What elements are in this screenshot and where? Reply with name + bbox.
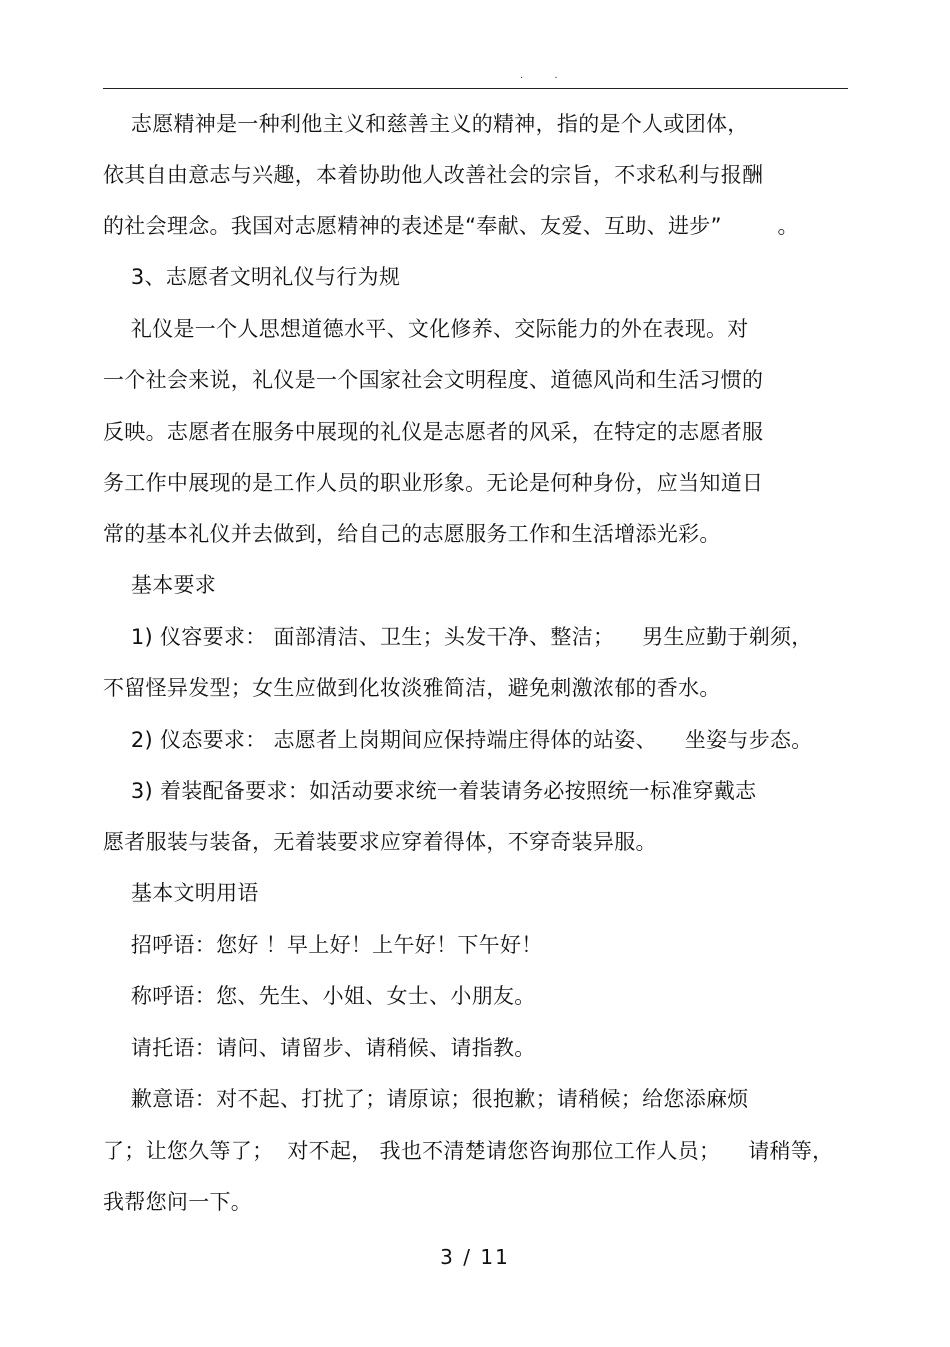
text-line: 愿者服装与装备，无着装要求应穿着得体，不穿奇装异服。 bbox=[103, 830, 657, 854]
header-divider bbox=[103, 88, 848, 89]
text-line: 称呼语：您、先生、小姐、女士、小朋友。 bbox=[103, 984, 536, 1008]
text-line: 反映。志愿者在服务中展现的礼仪是志愿者的风采，在特定的志愿者服 bbox=[103, 420, 764, 444]
section-heading: 3、志愿者文明礼仪与行为规 bbox=[103, 265, 401, 289]
text-line: 不留怪异发型；女生应做到化妆淡雅简洁，避免刺激浓郁的香水。 bbox=[103, 676, 721, 700]
text-line: 3) 着装配备要求：如活动要求统一着装请务必按照统一标准穿戴志 bbox=[103, 779, 757, 803]
subheading: 基本要求 bbox=[103, 573, 217, 597]
page-number: 3 / 11 bbox=[440, 1245, 510, 1269]
text-line: 招呼语：您好 ！早上好！上午好！下午好！ bbox=[103, 933, 543, 957]
text-line: 礼仪是一个人思想道德水平、文化修养、交际能力的外在表现。对 bbox=[103, 317, 749, 341]
text-line: 歉意语：对不起、打扰了；请原谅；很抱歉；请稍候；给您添麻烦 bbox=[103, 1087, 749, 1111]
text-line: 务工作中展现的是工作人员的职业形象。无论是何种身份，应当知道日 bbox=[103, 471, 764, 495]
subheading: 基本文明用语 bbox=[103, 881, 259, 905]
text-line: 的社会理念。我国对志愿精神的表述是“奉献、友爱、互助、进步” 。 bbox=[103, 214, 799, 238]
text-line: 依其自由意志与兴趣，本着协助他人改善社会的宗旨，不求私利与报酬 bbox=[103, 163, 764, 187]
text-line: 志愿精神是一种利他主义和慈善主义的精神，指的是个人或团体， bbox=[103, 112, 749, 136]
text-line: 了；让您久等了； 对不起， 我也不清楚请您咨询那位工作人员； 请稍等， bbox=[103, 1139, 834, 1163]
text-line: 我帮您问一下。 bbox=[103, 1190, 253, 1214]
text-line: 请托语：请问、请留步、请稍候、请指教。 bbox=[103, 1036, 536, 1060]
text-line: 一个社会来说，礼仪是一个国家社会文明程度、道德风尚和生活习惯的 bbox=[103, 368, 764, 392]
text-line: 常的基本礼仪并去做到，给自己的志愿服务工作和生活增添光彩。 bbox=[103, 522, 721, 546]
text-line: 2) 仪态要求： 志愿者上岗期间应保持端庄得体的站姿、 坐姿与步态。 bbox=[103, 728, 813, 752]
header-mark: . . bbox=[520, 70, 572, 81]
text-line: 1) 仪容要求： 面部清洁、卫生；头发干净、整洁； 男生应勤于剃须， bbox=[103, 625, 813, 649]
